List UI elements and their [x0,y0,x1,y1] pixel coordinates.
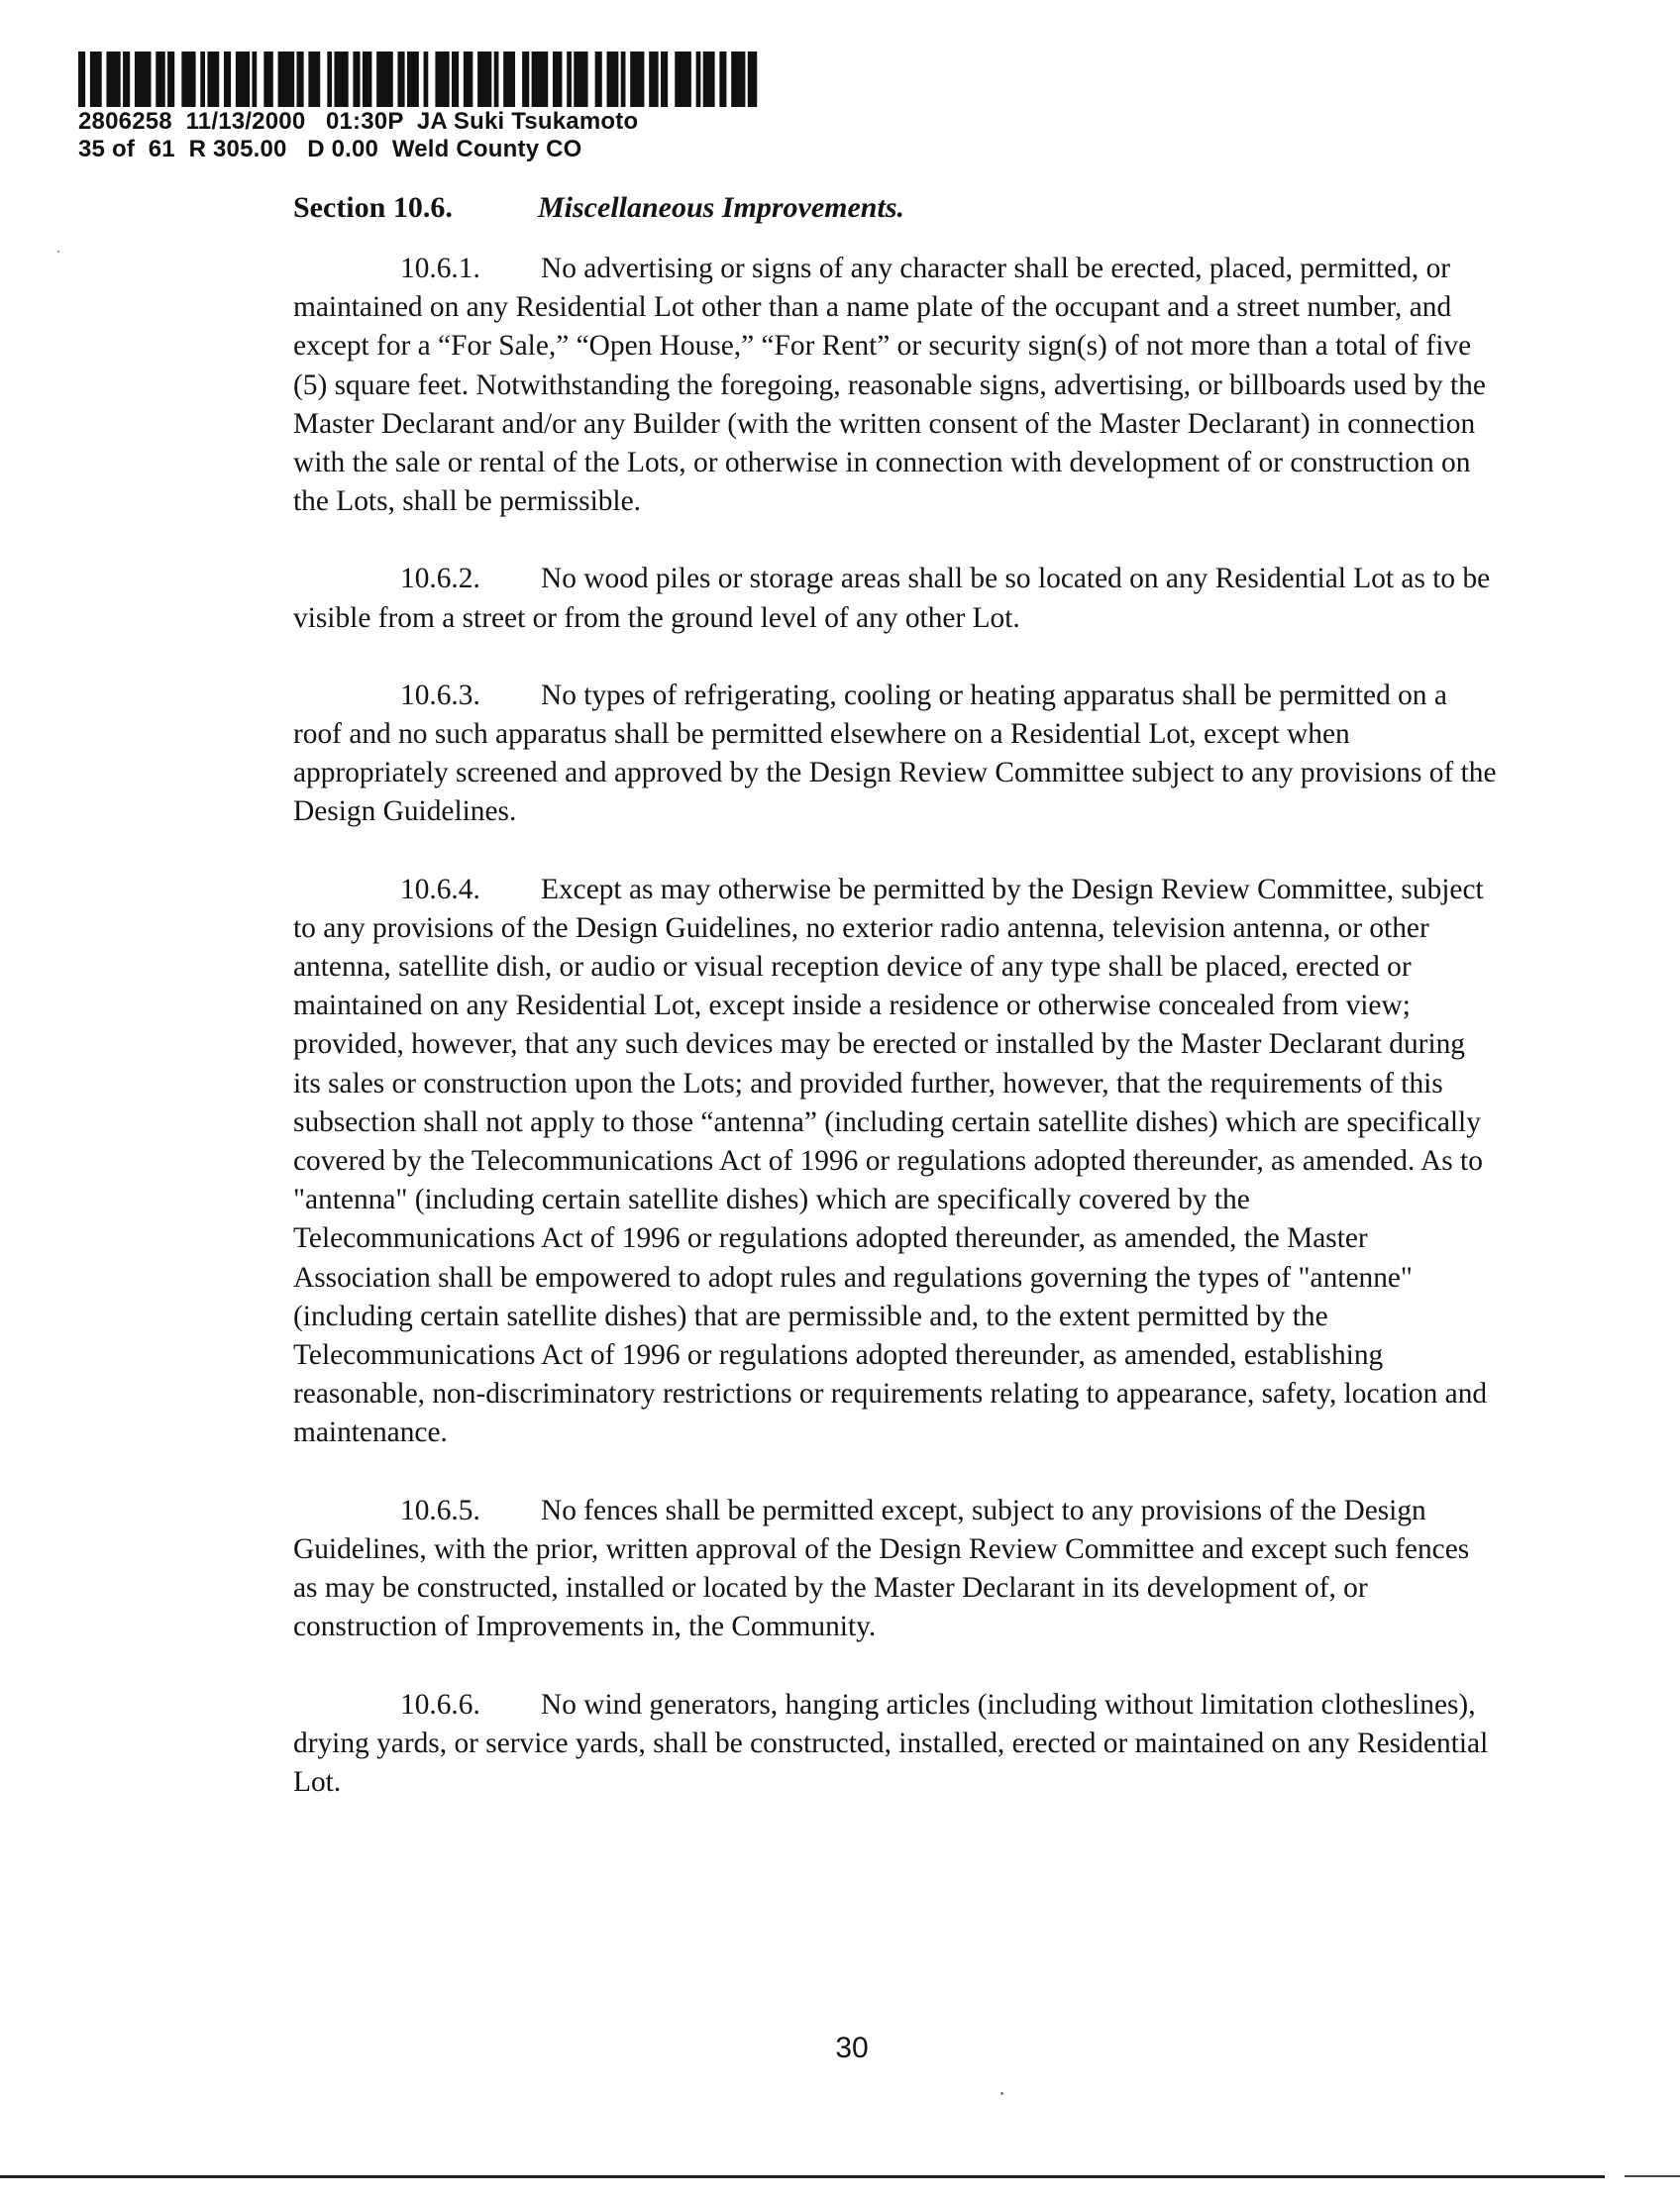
barcode-bar [567,52,572,107]
barcode-bar [731,52,745,107]
footer-rule [0,2175,1605,2178]
page-number: 30 [835,2032,869,2064]
barcode-bar [464,52,472,107]
barcode-bar [696,52,701,107]
scan-speck [57,251,59,253]
barcode-bar [424,52,429,107]
barcode-bar [278,52,295,107]
scan-speck [1000,2092,1003,2095]
barcode-bar [522,52,529,107]
barcode-bar [207,52,219,107]
barcode-bar [90,52,102,107]
paragraph-10-6-3 [293,677,1497,832]
barcode-bar [78,52,85,107]
section-title: Miscellaneous Improvements. [538,191,905,224]
barcode-bar [477,52,491,107]
barcode-bar [224,52,231,107]
barcode-bar [156,52,164,107]
barcode-bar [621,52,626,107]
barcode-bar [503,52,515,107]
barcode-bar [252,52,257,107]
barcode-bar [435,52,449,107]
paragraph-text: No wind generators, hanging articles (including without limitation clotheslines), drying yards, or service yards, shall be constructed, installed, erected or maintained on any Residential Lot. [293,1688,1489,1798]
barcode-bar [297,52,304,107]
barcode-bar [553,52,562,107]
paragraph-number: 10.6.6. [400,1688,480,1721]
document-body [293,188,1497,1840]
barcode-bar [630,52,644,107]
paragraph-10-6-5 [293,1492,1497,1647]
paragraph-10-6-2 [293,560,1497,637]
barcode-bar [308,52,320,107]
barcode-bar [719,52,726,107]
barcode-bar [397,52,404,107]
paragraph-text: Except as may otherwise be permitted by the Design Review Committee, subject to any provisions of the Design Guidelines, no exterior radio antenna, television antenna, or other antenna, satellite dish, or audio or visual reception device of any type shall be placed, erected or maintained on any Residential Lot, except inside a residence or otherwise concealed from view; provided, however, that any such devices may be erected or installed by the Master Declarant during its sales or construction upon the Lots; and provided further, however, that the requirements of this subsection shall not apply to those “antenna” (including certain satellite dishes) which are specifically covered by the Telecommunications Act of 1996 or regulations adopted thereunder, as amended. As to "antenna" (including certain satellite dishes) which are specifically covered by the Telecommunications Act of 1996 or regulations adopted thereunder, as amended, the Master Association shall be empowered to adopt rules and regulations governing the types of "antenne" (including certain satellite dishes) that are permissible and, to the extent permitted by the Telecommunications Act of 1996 or regulations adopted thereunder, as amended, establishing reasonable, non-discriminatory restrictions or requirements relating to appearance, safety, location and maintenance. [293,873,1488,1449]
barcode-bar [334,52,348,107]
barcode-bar [263,52,272,107]
barcode-bar [748,52,757,107]
paragraph-text: No types of refrigerating, cooling or heating apparatus shall be permitted on a roof and no such apparatus shall be permitted elsewhere on a Residential Lot, except when appropriately screened and approved by the Design Review Committee subject to any provisions of the Design Guidelines. [293,679,1497,828]
paragraph-text: No advertising or signs of any character shall be erected, placed, permitted, or maintained on any Residential Lot other than a name plate of the occupant and a street number, and except for a “For Sale,” “Open House,” “For Rent” or security sign(s) of not more than a total of five (5) square feet. Notwithstanding the foregoing, reasonable signs, advertising, or billboards used by the Master Declarant and/or any Builder (with the written consent of the Master Declarant) in connection with the sale or rental of the Lots, or otherwise in connection with development of or construction on the Lots, shall be permissible. [293,253,1486,518]
barcode-bar [167,52,174,107]
barcode-bar [353,52,360,107]
section-number: Section 10.6. [293,191,453,224]
barcode-bar [200,52,205,107]
paragraph-text: No wood piles or storage areas shall be so located on any Residential Lot as to be visible from a street or from the ground level of any other Lot. [293,563,1491,634]
barcode-bar [607,52,619,107]
section-heading [293,188,1497,228]
paragraph-number: 10.6.4. [400,873,480,905]
barcode-bar [407,52,419,107]
footer-rule-tail [1625,2175,1680,2177]
barcode-bar [574,52,587,107]
barcode-bar [649,52,658,107]
barcode-bar [703,52,715,107]
recording-stamp-line-2: 35 of 61 R 305.00 D 0.00 Weld County CO [78,136,582,162]
barcode-bar [595,52,602,107]
barcode-bar [452,52,459,107]
paragraph-number: 10.6.2. [400,563,480,595]
paragraph-10-6-6 [293,1686,1497,1803]
paragraph-10-6-1 [293,250,1497,521]
barcode-bar [106,52,120,107]
barcode-bar [363,52,371,107]
paragraph-10-6-4 [293,871,1497,1453]
paragraph-text: No fences shall be permitted except, subject to any provisions of the Design Guidelines, with the prior, written approval of the Design Review Committee and except such fences as may be constructed, installed or located by the Master Declarant in its development of, or construction of Improvements in, the Community. [293,1494,1470,1643]
barcode-bar [675,52,691,107]
barcode-bar [327,52,332,107]
barcode-bar [376,52,393,107]
paragraph-number: 10.6.5. [400,1494,480,1526]
paragraph-number: 10.6.1. [400,253,480,284]
barcode-bar [236,52,250,107]
barcode-bar [135,52,152,107]
recording-barcode [78,52,762,107]
barcode-bar [181,52,195,107]
barcode-bar [532,52,549,107]
barcode-bar [661,52,668,107]
recording-stamp-line-1: 2806258 11/13/2000 01:30P JA Suki Tsukamoto [78,108,639,135]
paragraph-number: 10.6.3. [400,679,480,711]
barcode-bar [123,52,130,107]
barcode-bar [494,52,499,107]
